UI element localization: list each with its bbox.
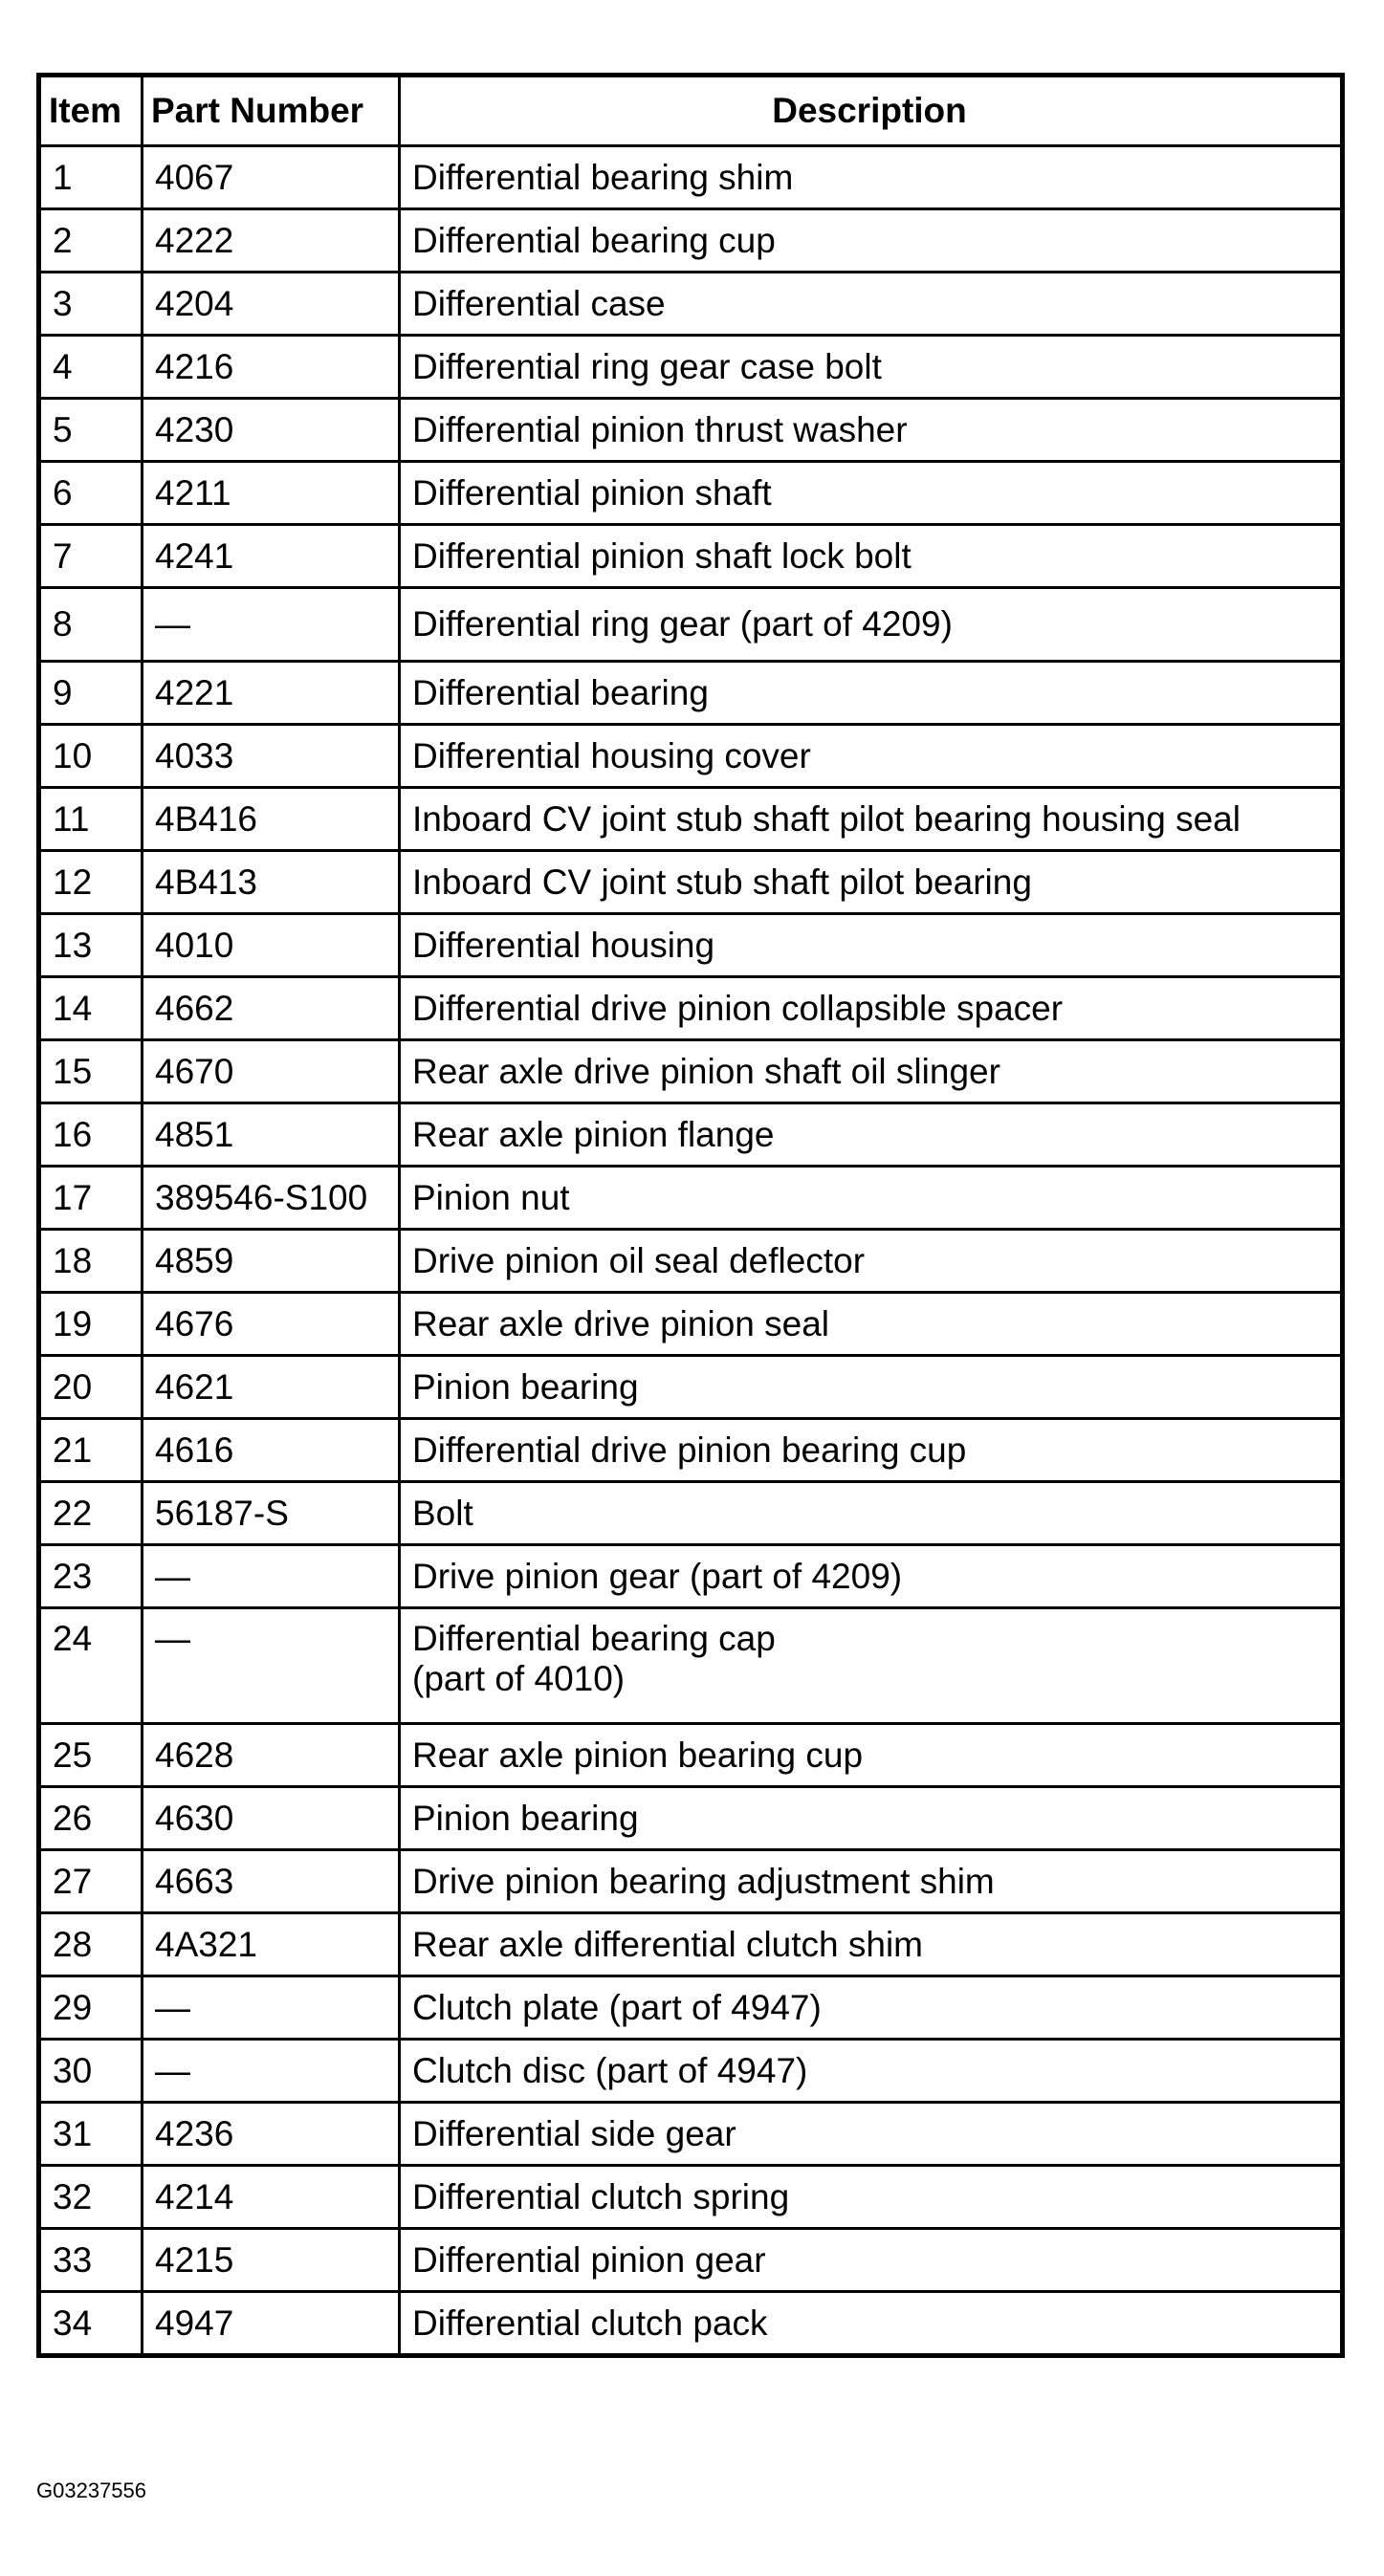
item-cell: 28: [39, 1913, 143, 1976]
part-number-cell: 4859: [143, 1230, 400, 1293]
description-cell: Drive pinion bearing adjustment shim: [400, 1850, 1343, 1913]
part-number-cell: 4221: [143, 662, 400, 725]
item-cell: 17: [39, 1167, 143, 1230]
parts-table: [36, 73, 1345, 2358]
description-cell: Differential bearing cup: [400, 209, 1343, 273]
description-cell: Differential clutch pack: [400, 2292, 1343, 2356]
table-row: [39, 336, 1343, 399]
table-row: [39, 1040, 1343, 1103]
description-cell: Differential side gear: [400, 2103, 1343, 2166]
table-header-row: [39, 76, 1343, 146]
description-cell: Drive pinion gear (part of 4209): [400, 1545, 1343, 1608]
table-row: [39, 2103, 1343, 2166]
part-number-cell: —: [143, 1976, 400, 2040]
item-cell: 12: [39, 851, 143, 914]
item-cell: 3: [39, 273, 143, 336]
part-number-cell: 4851: [143, 1103, 400, 1167]
header-description: Description: [400, 76, 1343, 146]
description-cell: Differential housing: [400, 914, 1343, 977]
item-cell: 16: [39, 1103, 143, 1167]
part-number-cell: 4241: [143, 525, 400, 588]
part-number-cell: 4010: [143, 914, 400, 977]
item-cell: 33: [39, 2229, 143, 2292]
part-number-cell: 4204: [143, 273, 400, 336]
part-number-cell: —: [143, 2040, 400, 2103]
item-cell: 31: [39, 2103, 143, 2166]
table-row: [39, 1976, 1343, 2040]
item-cell: 15: [39, 1040, 143, 1103]
item-cell: 22: [39, 1482, 143, 1545]
part-number-cell: 4033: [143, 725, 400, 788]
table-row: [39, 788, 1343, 851]
part-number-cell: 4230: [143, 399, 400, 462]
part-number-cell: 4947: [143, 2292, 400, 2356]
item-cell: 6: [39, 462, 143, 525]
part-number-cell: 4616: [143, 1419, 400, 1482]
part-number-cell: 4621: [143, 1356, 400, 1419]
table-row: [39, 2229, 1343, 2292]
table-row: [39, 1482, 1343, 1545]
part-number-cell: 389546-S100: [143, 1167, 400, 1230]
part-number-cell: 56187-S: [143, 1482, 400, 1545]
part-number-cell: 4676: [143, 1293, 400, 1356]
item-cell: 25: [39, 1724, 143, 1787]
description-cell: Differential drive pinion collapsible spacer: [400, 977, 1343, 1040]
item-cell: 5: [39, 399, 143, 462]
table-row: [39, 851, 1343, 914]
table-row: [39, 2166, 1343, 2229]
item-cell: 11: [39, 788, 143, 851]
item-cell: 29: [39, 1976, 143, 2040]
table-row: [39, 525, 1343, 588]
description-cell: Clutch disc (part of 4947): [400, 2040, 1343, 2103]
part-number-cell: —: [143, 588, 400, 662]
part-number-cell: 4B416: [143, 788, 400, 851]
item-cell: 8: [39, 588, 143, 662]
description-cell: Drive pinion oil seal deflector: [400, 1230, 1343, 1293]
part-number-cell: 4067: [143, 146, 400, 209]
description-cell: Rear axle pinion flange: [400, 1103, 1343, 1167]
description-cell: Differential clutch spring: [400, 2166, 1343, 2229]
table-row: [39, 1724, 1343, 1787]
table-row: [39, 1230, 1343, 1293]
item-cell: 14: [39, 977, 143, 1040]
table-row: [39, 1293, 1343, 1356]
item-cell: 34: [39, 2292, 143, 2356]
item-cell: 9: [39, 662, 143, 725]
table-row: [39, 1545, 1343, 1608]
part-number-cell: —: [143, 1545, 400, 1608]
figure-id: G03237556: [36, 2478, 146, 2502]
table-row: [39, 1913, 1343, 1976]
description-cell: Differential bearing shim: [400, 146, 1343, 209]
item-cell: 27: [39, 1850, 143, 1913]
description-cell: Rear axle drive pinion shaft oil slinger: [400, 1040, 1343, 1103]
part-number-cell: 4662: [143, 977, 400, 1040]
item-cell: 2: [39, 209, 143, 273]
item-cell: 24: [39, 1608, 143, 1724]
part-number-cell: 4630: [143, 1787, 400, 1850]
part-number-cell: 4628: [143, 1724, 400, 1787]
description-cell: Differential ring gear (part of 4209): [400, 588, 1343, 662]
part-number-cell: 4214: [143, 2166, 400, 2229]
description-cell: Pinion bearing: [400, 1787, 1343, 1850]
table-row: [39, 914, 1343, 977]
part-number-cell: —: [143, 1608, 400, 1724]
table-row: [39, 2292, 1343, 2356]
part-number-cell: 4215: [143, 2229, 400, 2292]
table-row: [39, 1608, 1343, 1724]
part-number-cell: 4B413: [143, 851, 400, 914]
table-row: [39, 1787, 1343, 1850]
item-cell: 18: [39, 1230, 143, 1293]
table-row: [39, 725, 1343, 788]
table-body: [39, 146, 1343, 2356]
description-cell: Differential pinion shaft: [400, 462, 1343, 525]
item-cell: 10: [39, 725, 143, 788]
item-cell: 32: [39, 2166, 143, 2229]
part-number-cell: 4216: [143, 336, 400, 399]
table-row: [39, 399, 1343, 462]
item-cell: 13: [39, 914, 143, 977]
item-cell: 4: [39, 336, 143, 399]
table-row: [39, 1356, 1343, 1419]
item-cell: 20: [39, 1356, 143, 1419]
part-number-cell: 4236: [143, 2103, 400, 2166]
description-cell: Pinion nut: [400, 1167, 1343, 1230]
part-number-cell: 4222: [143, 209, 400, 273]
part-number-cell: 4211: [143, 462, 400, 525]
description-cell: Differential pinion thrust washer: [400, 399, 1343, 462]
table-row: [39, 977, 1343, 1040]
description-cell: Inboard CV joint stub shaft pilot bearing housing seal: [400, 788, 1343, 851]
description-cell: Differential housing cover: [400, 725, 1343, 788]
description-cell: Pinion bearing: [400, 1356, 1343, 1419]
item-cell: 19: [39, 1293, 143, 1356]
item-cell: 7: [39, 525, 143, 588]
part-number-cell: 4A321: [143, 1913, 400, 1976]
description-cell: Inboard CV joint stub shaft pilot bearing: [400, 851, 1343, 914]
description-cell: Differential ring gear case bolt: [400, 336, 1343, 399]
table-row: [39, 1103, 1343, 1167]
item-cell: 21: [39, 1419, 143, 1482]
table-row: [39, 273, 1343, 336]
description-cell: Rear axle drive pinion seal: [400, 1293, 1343, 1356]
table-row: [39, 209, 1343, 273]
header-part-number: Part Number: [143, 76, 400, 146]
description-cell: Differential pinion shaft lock bolt: [400, 525, 1343, 588]
description-cell: Rear axle differential clutch shim: [400, 1913, 1343, 1976]
description-cell: Differential bearing: [400, 662, 1343, 725]
table-row: [39, 1419, 1343, 1482]
description-cell: Differential bearing cap (part of 4010): [400, 1608, 1343, 1724]
item-cell: 1: [39, 146, 143, 209]
table-row: [39, 462, 1343, 525]
description-cell: Clutch plate (part of 4947): [400, 1976, 1343, 2040]
table-row: [39, 588, 1343, 662]
description-cell: Rear axle pinion bearing cup: [400, 1724, 1343, 1787]
part-number-cell: 4670: [143, 1040, 400, 1103]
description-cell: Bolt: [400, 1482, 1343, 1545]
table-row: [39, 1167, 1343, 1230]
item-cell: 26: [39, 1787, 143, 1850]
description-cell: Differential pinion gear: [400, 2229, 1343, 2292]
item-cell: 23: [39, 1545, 143, 1608]
part-number-cell: 4663: [143, 1850, 400, 1913]
table-row: [39, 1850, 1343, 1913]
item-cell: 30: [39, 2040, 143, 2103]
table-row: [39, 2040, 1343, 2103]
description-cell: Differential drive pinion bearing cup: [400, 1419, 1343, 1482]
header-item: Item: [39, 76, 143, 146]
table-row: [39, 662, 1343, 725]
description-cell: Differential case: [400, 273, 1343, 336]
table-row: [39, 146, 1343, 209]
